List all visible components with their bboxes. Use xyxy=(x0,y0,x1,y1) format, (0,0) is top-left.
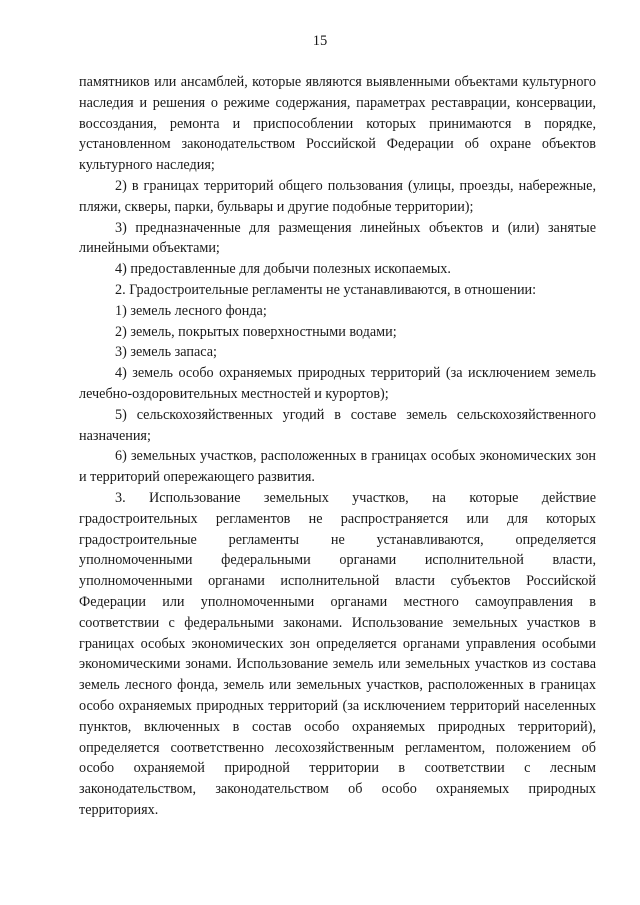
paragraph-item-2-public-areas: 2) в границах территорий общего пользования (улицы, проезды, набережные, пляжи, скверы, парки, бульвары и другие подобные территории); xyxy=(79,177,596,215)
paragraph-item-4-protected-areas: 4) земель особо охраняемых природных территорий (за исключением земель лечебно-оздоровительных местностей и курортов); xyxy=(79,365,596,402)
paragraph-item-3-reserve-lands: 3) земель запаса; xyxy=(115,344,217,361)
paragraph-section-2-heading: 2. Градостроительные регламенты не устанавливаются, в отношении: xyxy=(115,281,537,298)
paragraph-continuation: памятников или ансамблей, которые являются выявленными объектами культурного наследия и решения о режиме содержания, параметрах реставрации, консервации, воссоздания, ремонта и приспособлении которых принимаются в порядке, установленном законодательством Российской Федерации об охране объектов культурного наследия; xyxy=(79,74,596,174)
paragraph-item-3-linear-objects: 3) предназначенные для размещения линейных объектов и (или) занятые линейными объектами; xyxy=(79,219,596,257)
paragraph-section-3: 3. Использование земельных участков, на которые действие градостроительных регламентов не распространяется или для которых градостроительные регламенты не устанавливаются, определяется уполномоченными федеральными органами исполнительной власти, уполномоченными органами исполнительной власти субъектов Российской Федерации или уполномоченными органами местного самоуправления в соответствии с федеральными законами. Использование земельных участков в границах особых экономических зон определяется органами управления особыми экономическими зонами. Использование земель или земельных участков из состава земель лесного фонда, земель или земельных участков, расположенных в границах особо охраняемых природных территорий (за исключением территорий населенных пунктов, включенных в состав особо охраняемых природных территорий), определяется соответственно лесохозяйственным регламентом, положением об особо охраняемой природной территории в соответствии с лесным законодательством, законодательством об особо охраняемых природных территориях. xyxy=(79,489,596,818)
paragraph-item-1-forest-fund: 1) земель лесного фонда; xyxy=(115,302,267,319)
paragraph-item-5-agricultural: 5) сельскохозяйственных угодий в составе земель сельскохозяйственного назначения; xyxy=(79,406,596,444)
paragraph-item-4-mining: 4) предоставленные для добычи полезных ископаемых. xyxy=(115,261,451,278)
document-body xyxy=(79,72,596,821)
page-number: 15 xyxy=(312,33,328,49)
paragraph-item-2-water-covered: 2) земель, покрытых поверхностными водами; xyxy=(115,323,397,340)
paragraph-item-6-economic-zones: 6) земельных участков, расположенных в границах особых экономических зон и территорий опережающего развития. xyxy=(79,448,596,486)
